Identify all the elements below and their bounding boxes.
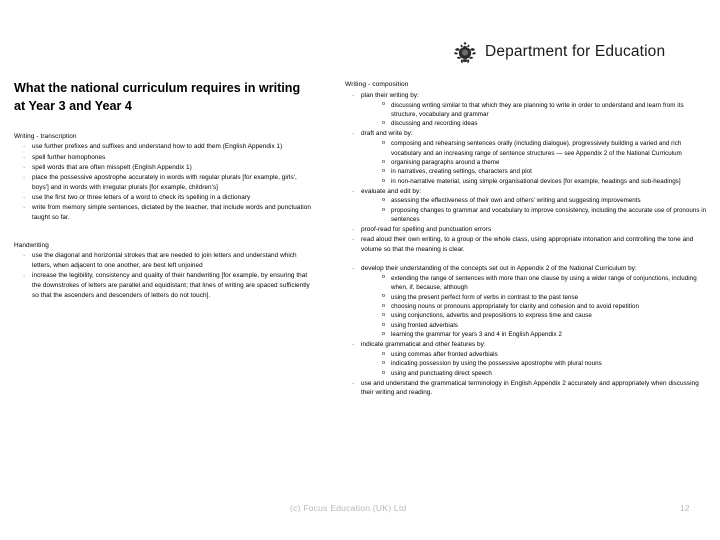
list-item-text: place the possessive apostrophe accurately in words with regular plurals [for example, girls', boys'] and in words with irregular plurals [for example, children's] xyxy=(32,174,297,191)
royal-coat-of-arms-crest-icon xyxy=(452,40,478,64)
list-item-text: use the first two or three letters of a word to check its spelling in a dictionary xyxy=(32,194,251,202)
list-item xyxy=(382,177,711,186)
bullet-dot-icon: · xyxy=(23,252,26,260)
list-item xyxy=(352,225,711,235)
bullet-dot-icon: · xyxy=(352,236,355,244)
sub-bullet-list xyxy=(382,196,711,224)
bullet-dot-icon: · xyxy=(23,272,26,280)
list-item-text: read aloud their own writing, to a group or the whole class, using appropriate intonation and controlling the tone and volume so that the meaning is clear. xyxy=(361,236,694,254)
list-item xyxy=(382,167,711,176)
list-item-text: using the present perfect form of verbs in contrast to the past tense xyxy=(391,293,579,301)
list-item xyxy=(382,311,711,320)
bullet-dot-icon: · xyxy=(23,174,26,182)
bullet-dot-icon: · xyxy=(352,226,355,234)
list-item xyxy=(382,369,711,378)
bullet-circle-icon: o xyxy=(382,331,386,338)
list-item xyxy=(352,264,711,340)
composition-bullet-list xyxy=(352,91,711,398)
list-item-text: using commas after fronted adverbials xyxy=(391,350,498,358)
list-item-text: use the diagonal and horizontal strokes that are needed to join letters and understand which letters, when adjacent to one another, are best left unjoined xyxy=(32,252,297,270)
bullet-circle-icon: o xyxy=(382,139,386,146)
list-item-text: draft and write by: xyxy=(361,130,413,138)
list-item xyxy=(23,153,314,163)
bullet-dot-icon: · xyxy=(23,143,26,151)
list-item xyxy=(382,101,711,120)
bullet-circle-icon: o xyxy=(382,302,386,309)
list-item xyxy=(382,206,711,225)
list-item-text: spell further homophones xyxy=(32,153,106,161)
page-title: What the national curriculum requires in writing at Year 3 and Year 4 xyxy=(14,81,301,113)
bullet-circle-icon: o xyxy=(382,158,386,165)
list-item-text: learning the grammar for years 3 and 4 in English Appendix 2 xyxy=(391,331,562,339)
list-item-text: develop their understanding of the concepts set out in Appendix 2 of the National Curriculum by: xyxy=(361,264,637,272)
bullet-dot-icon: · xyxy=(352,264,355,272)
bullet-dot-icon: · xyxy=(23,153,26,161)
list-item xyxy=(382,119,711,128)
list-item-text: organising paragraphs around a theme xyxy=(391,158,500,166)
list-item-text: discussing and recording ideas xyxy=(391,120,478,128)
bullet-circle-icon: o xyxy=(382,168,386,175)
list-item-text: assessing the effectiveness of their own and others' writing and suggesting improvements xyxy=(391,197,641,205)
bullet-dot-icon: · xyxy=(23,194,26,202)
bullet-dot-icon: · xyxy=(352,341,355,349)
list-item xyxy=(23,163,314,173)
list-item xyxy=(23,251,314,270)
list-item-text: choosing nouns or pronouns appropriately for clarity and cohesion and to avoid repetition xyxy=(391,302,639,310)
list-item-text: in non-narrative material, using simple organisational devices [for example, headings and sub-headings] xyxy=(391,177,681,185)
bullet-dot-icon: · xyxy=(23,204,26,212)
bullet-circle-icon: o xyxy=(382,206,386,213)
sub-bullet-list xyxy=(382,101,711,129)
list-item xyxy=(382,359,711,368)
sub-bullet-list xyxy=(382,139,711,186)
list-item xyxy=(382,302,711,311)
footer-copyright: (c) Focus Education (UK) Ltd xyxy=(290,503,407,513)
list-item-text: spell words that are often misspelt (English Appendix 1) xyxy=(32,163,192,171)
bullet-circle-icon: o xyxy=(382,360,386,367)
bullet-circle-icon: o xyxy=(382,274,386,281)
list-item xyxy=(23,142,314,152)
list-item xyxy=(352,187,711,225)
list-item xyxy=(382,293,711,302)
bullet-circle-icon: o xyxy=(382,321,386,328)
list-item-text: in narratives, creating settings, characters and plot xyxy=(391,168,532,176)
list-item-text: composing and rehearsing sentences orally (including dialogue), progressively building a varied and rich vocabulary and an increasing range of sentence structures — see Appendix 2 of the National Curriculum xyxy=(391,140,682,157)
dfe-logo xyxy=(452,40,665,64)
bullet-circle-icon: o xyxy=(382,350,386,357)
bullet-circle-icon: o xyxy=(382,120,386,127)
list-item xyxy=(382,274,711,293)
list-item xyxy=(352,91,711,129)
list-item xyxy=(382,139,711,158)
list-item xyxy=(352,235,711,254)
list-item xyxy=(382,158,711,167)
sub-bullet-list xyxy=(382,350,711,378)
list-item-text: write from memory simple sentences, dictated by the teacher, that include words and punctuation taught so far. xyxy=(32,204,311,221)
list-item xyxy=(352,340,711,378)
list-item-text: use further prefixes and suffixes and understand how to add them (English Appendix 1) xyxy=(32,143,283,151)
list-item-text: using conjunctions, adverbs and prepositions to express time and cause xyxy=(391,312,592,320)
list-item-text: indicating possession by using the possessive apostrophe with plural nouns xyxy=(391,360,602,368)
list-item-text: increase the legibility, consistency and quality of their handwriting [for example, by ensuring that the downstrokes of letters are parallel and equidistant; that lines of writing are spaced sufficiently so that the ascenders and descenders of letters do not touch]. xyxy=(32,272,310,299)
bullet-circle-icon: o xyxy=(382,177,386,184)
list-item xyxy=(23,193,314,203)
handwriting-bullet-list xyxy=(23,251,314,300)
list-item-text: using and punctuating direct speech xyxy=(391,369,492,377)
list-item-text: use and understand the grammatical terminology in English Appendix 2 accurately and appropriately when discussing their writing and reading. xyxy=(361,379,699,397)
bullet-circle-icon: o xyxy=(382,293,386,300)
bullet-circle-icon: o xyxy=(382,312,386,319)
bullet-circle-icon: o xyxy=(382,369,386,376)
sub-bullet-list xyxy=(382,274,711,340)
list-item xyxy=(382,321,711,330)
list-item xyxy=(23,203,314,222)
list-item-text: indicate grammatical and other features by: xyxy=(361,341,486,349)
list-item xyxy=(23,173,314,192)
bullet-dot-icon: · xyxy=(352,91,355,99)
list-item-text: evaluate and edit by: xyxy=(361,187,422,195)
bullet-circle-icon: o xyxy=(382,197,386,204)
section-heading-transcription: Writing - transcription xyxy=(14,132,77,140)
section-heading-composition: Writing - composition xyxy=(345,81,409,88)
bullet-dot-icon: · xyxy=(352,379,355,387)
right-column xyxy=(345,80,711,399)
bullet-circle-icon: o xyxy=(382,101,386,108)
list-item-text: extending the range of sentences with more than one clause by using a wider range of conjunctions, including when, if, because, although xyxy=(391,274,697,292)
list-item xyxy=(382,350,711,359)
list-item xyxy=(382,196,711,205)
left-column xyxy=(14,80,314,301)
list-item xyxy=(352,129,711,186)
bullet-dot-icon: · xyxy=(352,187,355,195)
footer-page-number: 12 xyxy=(680,503,690,513)
list-item-text: proof-read for spelling and punctuation errors xyxy=(361,226,492,234)
list-item-text: using fronted adverbials xyxy=(391,321,458,329)
list-item-text: discussing writing similar to that which they are planning to write in order to understand and learn from its structure, vocabulary and grammar xyxy=(391,101,684,119)
list-item xyxy=(23,271,314,300)
list-item xyxy=(382,330,711,339)
list-item xyxy=(352,379,711,398)
transcription-bullet-list xyxy=(23,142,314,222)
bullet-dot-icon: · xyxy=(352,130,355,138)
list-item-text: proposing changes to grammar and vocabulary to improve consistency, including the accurate use of pronouns in sentences xyxy=(391,206,707,224)
section-heading-handwriting: Handwriting xyxy=(14,241,49,249)
list-item-text: plan their writing by: xyxy=(361,91,419,99)
bullet-dot-icon: · xyxy=(23,163,26,171)
logo-text: Department for Education xyxy=(485,43,666,60)
